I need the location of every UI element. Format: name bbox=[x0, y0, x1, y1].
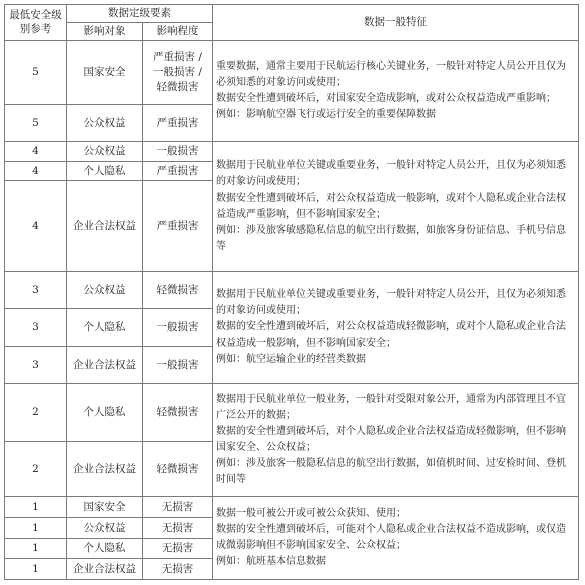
degree-cell: 严重损害 bbox=[143, 181, 213, 272]
table-row bbox=[5, 142, 579, 162]
level-cell: 1 bbox=[5, 538, 67, 559]
degree-cell: 一般损害 bbox=[143, 142, 213, 162]
level-cell: 4 bbox=[5, 142, 67, 162]
object-cell: 公众权益 bbox=[67, 105, 143, 142]
level-cell: 3 bbox=[5, 272, 67, 309]
level-cell: 5 bbox=[5, 105, 67, 142]
object-cell: 个人隐私 bbox=[67, 538, 143, 559]
header-degree: 影响程度 bbox=[143, 23, 213, 41]
header-feature: 数据一般特征 bbox=[213, 5, 579, 41]
degree-cell: 轻微损害 bbox=[143, 441, 213, 497]
table-row bbox=[5, 497, 579, 518]
level-cell: 2 bbox=[5, 383, 67, 441]
object-cell: 个人隐私 bbox=[67, 161, 143, 181]
object-cell: 公众权益 bbox=[67, 142, 143, 162]
degree-cell: 无损害 bbox=[143, 538, 213, 559]
header-min-level: 最低安全级别参考 bbox=[5, 5, 67, 41]
level-cell: 1 bbox=[5, 497, 67, 518]
degree-cell: 无损害 bbox=[143, 497, 213, 518]
object-cell: 企业合法权益 bbox=[67, 346, 143, 383]
level-cell: 4 bbox=[5, 161, 67, 181]
level-cell: 2 bbox=[5, 441, 67, 497]
table-row bbox=[5, 272, 579, 309]
degree-cell: 无损害 bbox=[143, 559, 213, 580]
degree-cell: 轻微损害 bbox=[143, 383, 213, 441]
degree-cell: 一般损害 bbox=[143, 346, 213, 383]
header-factors: 数据定级要素 bbox=[67, 5, 213, 23]
degree-cell: 严重损害 / 一般损害 / 轻微损害 bbox=[143, 41, 213, 105]
level-cell: 5 bbox=[5, 41, 67, 105]
degree-cell: 无损害 bbox=[143, 517, 213, 538]
level-cell: 1 bbox=[5, 559, 67, 580]
degree-cell: 一般损害 bbox=[143, 309, 213, 346]
level-cell: 3 bbox=[5, 309, 67, 346]
degree-cell: 严重损害 bbox=[143, 161, 213, 181]
degree-cell: 轻微损害 bbox=[143, 272, 213, 309]
object-cell: 国家安全 bbox=[67, 41, 143, 105]
object-cell: 企业合法权益 bbox=[67, 181, 143, 272]
description-cell: 重要数据，通常主要用于民航运行核心关键业务，一般针对特定人员公开且仅为必须知悉的对象访问或使用； 数据安全性遭到破坏后，对国家安全造成影响，或对公众权益造成严重影响； 例如：影响航空器飞行或运行安全的重要保障数据 bbox=[213, 41, 579, 142]
object-cell: 个人隐私 bbox=[67, 309, 143, 346]
level-cell: 3 bbox=[5, 346, 67, 383]
table-row bbox=[5, 383, 579, 441]
table-row bbox=[5, 41, 579, 105]
description-cell: 数据一般可被公开或可被公众获知、使用； 数据的安全性遭到破坏后，可能对个人隐私或企业合法权益不造成影响，或仅造成微弱影响但不影响国家安全、公众权益； 例如：航班基本信息数据 bbox=[213, 497, 579, 580]
object-cell: 国家安全 bbox=[67, 497, 143, 518]
object-cell: 公众权益 bbox=[67, 272, 143, 309]
level-cell: 4 bbox=[5, 181, 67, 272]
description-cell: 数据用于民航业单位一般业务，一般针对受限对象公开，通常为内部管理且不宜广泛公开的数据； 数据的安全性遭到破坏后，对个人隐私或企业合法权益造成轻微影响，但不影响国家安全、公众权益； 例如：涉及旅客一般隐私信息的航空出行数据，如值机时间、过安检时间、登机时间等 bbox=[213, 383, 579, 497]
description-cell: 数据用于民航业单位关键或重要业务，一般针对特定人员公开，且仅为必须知悉的对象访问或使用； 数据的安全性遭到破坏后，对公众权益造成轻微影响，或对个人隐私或企业合法权益造成一般影响，但不影响国家安全； 例如：航空运输企业的经营类数据 bbox=[213, 272, 579, 384]
object-cell: 个人隐私 bbox=[67, 383, 143, 441]
degree-cell: 严重损害 bbox=[143, 105, 213, 142]
object-cell: 企业合法权益 bbox=[67, 441, 143, 497]
object-cell: 企业合法权益 bbox=[67, 559, 143, 580]
header-object: 影响对象 bbox=[67, 23, 143, 41]
data-classification-table bbox=[4, 4, 579, 580]
level-cell: 1 bbox=[5, 517, 67, 538]
description-cell: 数据用于民航业单位关键或重要业务，一般针对特定人员公开，且仅为必须知悉的对象访问或使用； 数据安全性遭到破坏后，对公众权益造成一般影响，或对个人隐私或企业合法权益造成严重影响，但不影响国家安全； 例如：涉及旅客敏感隐私信息的航空出行数据，如旅客身份证信息、手机号信息等 bbox=[213, 142, 579, 272]
object-cell: 公众权益 bbox=[67, 517, 143, 538]
